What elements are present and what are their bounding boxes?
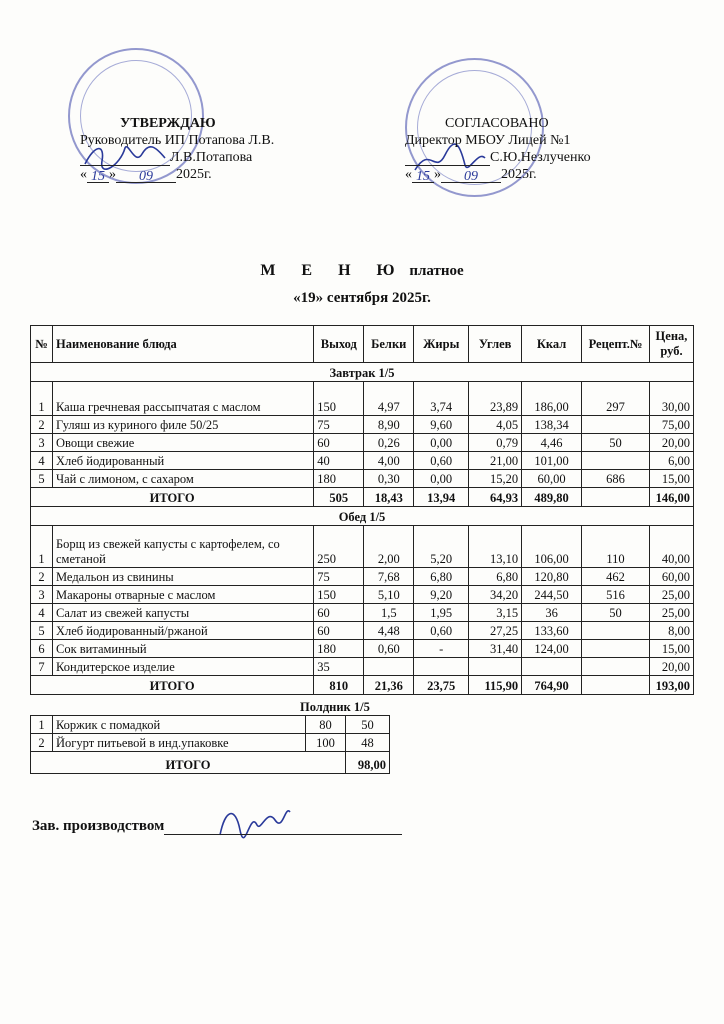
approval-right-position: Директор МБОУ Лицей №1 bbox=[405, 133, 571, 148]
table-header-row bbox=[31, 326, 694, 363]
price-cell: 15,00 bbox=[649, 640, 693, 658]
price-cell: 8,00 bbox=[649, 622, 693, 640]
carbs-cell: 0,79 bbox=[469, 434, 522, 452]
dish-name: Хлеб йодированный bbox=[52, 452, 313, 470]
row-num: 2 bbox=[31, 416, 53, 434]
snack-total-label: ИТОГО bbox=[31, 752, 346, 774]
fat-cell: 0,00 bbox=[414, 470, 469, 488]
footer-signature-line bbox=[164, 819, 402, 835]
header-price: Цена, руб. bbox=[649, 326, 693, 363]
approval-left bbox=[80, 115, 320, 183]
output-cell: 60 bbox=[314, 622, 364, 640]
table-row bbox=[31, 586, 694, 604]
fat-cell: 9,20 bbox=[414, 586, 469, 604]
snack-total-price: 98,00 bbox=[346, 752, 390, 774]
row-num: 4 bbox=[31, 452, 53, 470]
approval-right bbox=[405, 115, 645, 183]
header-fat: Жиры bbox=[414, 326, 469, 363]
fat-cell: 9,60 bbox=[414, 416, 469, 434]
menu-table bbox=[30, 325, 694, 695]
protein-cell: 1,5 bbox=[364, 604, 414, 622]
total-kcal: 764,90 bbox=[522, 676, 582, 695]
lunch-total-label: ИТОГО bbox=[31, 676, 314, 695]
output-cell: 180 bbox=[314, 470, 364, 488]
fat-cell: 1,95 bbox=[414, 604, 469, 622]
protein-cell: 5,10 bbox=[364, 586, 414, 604]
breakfast-section-title: Завтрак 1/5 bbox=[31, 363, 694, 382]
recipe-cell bbox=[582, 658, 650, 676]
dish-name: Салат из свежей капусты bbox=[52, 604, 313, 622]
kcal-cell: 60,00 bbox=[522, 470, 582, 488]
dish-name: Гуляш из куриного филе 50/25 bbox=[52, 416, 313, 434]
price-cell: 25,00 bbox=[649, 604, 693, 622]
total-carbs: 64,93 bbox=[469, 488, 522, 507]
protein-cell: 0,26 bbox=[364, 434, 414, 452]
menu-date: «19» сентября 2025г. bbox=[293, 290, 431, 306]
kcal-cell: 36 bbox=[522, 604, 582, 622]
header-output: Выход bbox=[314, 326, 364, 363]
approval-right-year: 2025г. bbox=[501, 167, 537, 182]
recipe-cell bbox=[582, 416, 650, 434]
output-cell: 75 bbox=[314, 416, 364, 434]
snack-num: 1 bbox=[31, 716, 53, 734]
fat-cell: 0,60 bbox=[414, 622, 469, 640]
total-protein: 21,36 bbox=[364, 676, 414, 695]
header-protein: Белки bbox=[364, 326, 414, 363]
recipe-cell: 516 bbox=[582, 586, 650, 604]
header-recipe: Рецепт.№ bbox=[582, 326, 650, 363]
recipe-cell: 297 bbox=[582, 382, 650, 416]
breakfast-section-row bbox=[31, 363, 694, 382]
protein-cell: 0,60 bbox=[364, 640, 414, 658]
lunch-total-row bbox=[31, 676, 694, 695]
price-cell: 30,00 bbox=[649, 382, 693, 416]
table-row bbox=[31, 622, 694, 640]
fat-cell bbox=[414, 658, 469, 676]
price-cell: 15,00 bbox=[649, 470, 693, 488]
footer-label: Зав. производством bbox=[32, 818, 165, 834]
output-cell: 75 bbox=[314, 568, 364, 586]
lunch-section-title: Обед 1/5 bbox=[31, 507, 694, 526]
row-num: 5 bbox=[31, 622, 53, 640]
breakfast-total-label: ИТОГО bbox=[31, 488, 314, 507]
carbs-cell: 31,40 bbox=[469, 640, 522, 658]
output-cell: 250 bbox=[314, 526, 364, 568]
output-cell: 150 bbox=[314, 586, 364, 604]
output-cell: 150 bbox=[314, 382, 364, 416]
dish-name: Овощи свежие bbox=[52, 434, 313, 452]
header-name: Наименование блюда bbox=[52, 326, 313, 363]
approval-left-day: 15 bbox=[87, 168, 109, 183]
table-row bbox=[31, 382, 694, 416]
approval-right-signer: С.Ю.Незлученко bbox=[490, 150, 591, 165]
approval-right-quote-open: « bbox=[405, 167, 412, 182]
carbs-cell: 3,15 bbox=[469, 604, 522, 622]
fat-cell: 6,80 bbox=[414, 568, 469, 586]
kcal-cell: 138,34 bbox=[522, 416, 582, 434]
footer bbox=[32, 818, 402, 835]
total-price: 193,00 bbox=[649, 676, 693, 695]
snack-name: Йогурт питьевой в инд.упаковке bbox=[52, 734, 305, 752]
table-row bbox=[31, 526, 694, 568]
row-num: 5 bbox=[31, 470, 53, 488]
total-kcal: 489,80 bbox=[522, 488, 582, 507]
approval-left-position: Руководитель ИП Потапова Л.В. bbox=[80, 133, 275, 148]
kcal-cell: 4,46 bbox=[522, 434, 582, 452]
dish-name: Сок витаминный bbox=[52, 640, 313, 658]
snack-row bbox=[31, 716, 390, 734]
dish-name: Хлеб йодированный/ржаной bbox=[52, 622, 313, 640]
price-cell: 40,00 bbox=[649, 526, 693, 568]
carbs-cell: 34,20 bbox=[469, 586, 522, 604]
recipe-cell: 686 bbox=[582, 470, 650, 488]
kcal-cell bbox=[522, 658, 582, 676]
protein-cell: 7,68 bbox=[364, 568, 414, 586]
approval-left-quote-close: » bbox=[109, 167, 116, 182]
total-fat: 23,75 bbox=[414, 676, 469, 695]
recipe-cell bbox=[582, 640, 650, 658]
approval-right-month: 09 bbox=[441, 168, 501, 183]
menu-title-sub: платное bbox=[409, 263, 464, 279]
approval-right-signature-line bbox=[405, 151, 490, 166]
header-carbs: Углев bbox=[469, 326, 522, 363]
kcal-cell: 244,50 bbox=[522, 586, 582, 604]
snack-output: 100 bbox=[306, 734, 346, 752]
menu-title-main: М Е Н Ю bbox=[260, 262, 406, 279]
table-row bbox=[31, 568, 694, 586]
total-protein: 18,43 bbox=[364, 488, 414, 507]
protein-cell bbox=[364, 658, 414, 676]
price-cell: 60,00 bbox=[649, 568, 693, 586]
fat-cell: - bbox=[414, 640, 469, 658]
header-num: № bbox=[31, 326, 53, 363]
row-num: 7 bbox=[31, 658, 53, 676]
approval-left-quote-open: « bbox=[80, 167, 87, 182]
recipe-cell: 110 bbox=[582, 526, 650, 568]
protein-cell: 8,90 bbox=[364, 416, 414, 434]
approval-right-day: 15 bbox=[412, 168, 434, 183]
price-cell: 75,00 bbox=[649, 416, 693, 434]
output-cell: 180 bbox=[314, 640, 364, 658]
row-num: 1 bbox=[31, 382, 53, 416]
protein-cell: 4,97 bbox=[364, 382, 414, 416]
approval-left-year: 2025г. bbox=[176, 167, 212, 182]
snack-name: Коржик с помадкой bbox=[52, 716, 305, 734]
recipe-cell bbox=[582, 452, 650, 470]
kcal-cell: 101,00 bbox=[522, 452, 582, 470]
dish-name: Каша гречневая рассыпчатая с маслом bbox=[52, 382, 313, 416]
price-cell: 25,00 bbox=[649, 586, 693, 604]
snack-title: Полдник 1/5 bbox=[300, 700, 370, 714]
recipe-cell: 462 bbox=[582, 568, 650, 586]
carbs-cell: 4,05 bbox=[469, 416, 522, 434]
snack-row bbox=[31, 734, 390, 752]
carbs-cell: 27,25 bbox=[469, 622, 522, 640]
row-num: 3 bbox=[31, 434, 53, 452]
row-num: 6 bbox=[31, 640, 53, 658]
fat-cell: 5,20 bbox=[414, 526, 469, 568]
snack-table bbox=[30, 715, 390, 774]
price-cell: 6,00 bbox=[649, 452, 693, 470]
dish-name: Медальон из свинины bbox=[52, 568, 313, 586]
kcal-cell: 124,00 bbox=[522, 640, 582, 658]
table-row bbox=[31, 452, 694, 470]
protein-cell: 2,00 bbox=[364, 526, 414, 568]
approval-left-month: 09 bbox=[116, 168, 176, 183]
row-num: 1 bbox=[31, 526, 53, 568]
carbs-cell: 23,89 bbox=[469, 382, 522, 416]
snack-price: 50 bbox=[346, 716, 390, 734]
table-row bbox=[31, 416, 694, 434]
total-price: 146,00 bbox=[649, 488, 693, 507]
fat-cell: 3,74 bbox=[414, 382, 469, 416]
fat-cell: 0,00 bbox=[414, 434, 469, 452]
lunch-section-row bbox=[31, 507, 694, 526]
kcal-cell: 106,00 bbox=[522, 526, 582, 568]
recipe-cell bbox=[582, 622, 650, 640]
breakfast-total-row bbox=[31, 488, 694, 507]
menu-title bbox=[0, 262, 724, 280]
row-num: 4 bbox=[31, 604, 53, 622]
total-fat: 13,94 bbox=[414, 488, 469, 507]
dish-name: Кондитерское изделие bbox=[52, 658, 313, 676]
kcal-cell: 133,60 bbox=[522, 622, 582, 640]
recipe-cell: 50 bbox=[582, 434, 650, 452]
recipe-cell: 50 bbox=[582, 604, 650, 622]
total-recipe-empty bbox=[582, 676, 650, 695]
approval-left-signer: Л.В.Потапова bbox=[170, 150, 253, 165]
total-recipe-empty bbox=[582, 488, 650, 507]
table-row bbox=[31, 658, 694, 676]
row-num: 3 bbox=[31, 586, 53, 604]
approval-left-signature-line bbox=[80, 151, 170, 166]
carbs-cell: 21,00 bbox=[469, 452, 522, 470]
carbs-cell bbox=[469, 658, 522, 676]
carbs-cell: 13,10 bbox=[469, 526, 522, 568]
snack-total-row bbox=[31, 752, 390, 774]
table-row bbox=[31, 604, 694, 622]
output-cell: 60 bbox=[314, 434, 364, 452]
total-output: 810 bbox=[314, 676, 364, 695]
approval-left-title: УТВЕРЖДАЮ bbox=[120, 116, 216, 131]
row-num: 2 bbox=[31, 568, 53, 586]
snack-price: 48 bbox=[346, 734, 390, 752]
output-cell: 35 bbox=[314, 658, 364, 676]
kcal-cell: 186,00 bbox=[522, 382, 582, 416]
dish-name: Чай с лимоном, с сахаром bbox=[52, 470, 313, 488]
protein-cell: 0,30 bbox=[364, 470, 414, 488]
carbs-cell: 15,20 bbox=[469, 470, 522, 488]
snack-output: 80 bbox=[306, 716, 346, 734]
fat-cell: 0,60 bbox=[414, 452, 469, 470]
total-carbs: 115,90 bbox=[469, 676, 522, 695]
carbs-cell: 6,80 bbox=[469, 568, 522, 586]
table-row bbox=[31, 434, 694, 452]
total-output: 505 bbox=[314, 488, 364, 507]
output-cell: 60 bbox=[314, 604, 364, 622]
snack-num: 2 bbox=[31, 734, 53, 752]
header-kcal: Ккал bbox=[522, 326, 582, 363]
dish-name: Борщ из свежей капусты с картофелем, со сметаной bbox=[52, 526, 313, 568]
output-cell: 40 bbox=[314, 452, 364, 470]
table-row bbox=[31, 470, 694, 488]
price-cell: 20,00 bbox=[649, 434, 693, 452]
kcal-cell: 120,80 bbox=[522, 568, 582, 586]
approval-right-title: СОГЛАСОВАНО bbox=[445, 116, 549, 131]
table-row bbox=[31, 640, 694, 658]
protein-cell: 4,00 bbox=[364, 452, 414, 470]
approval-right-quote-close: » bbox=[434, 167, 441, 182]
price-cell: 20,00 bbox=[649, 658, 693, 676]
protein-cell: 4,48 bbox=[364, 622, 414, 640]
dish-name: Макароны отварные с маслом bbox=[52, 586, 313, 604]
